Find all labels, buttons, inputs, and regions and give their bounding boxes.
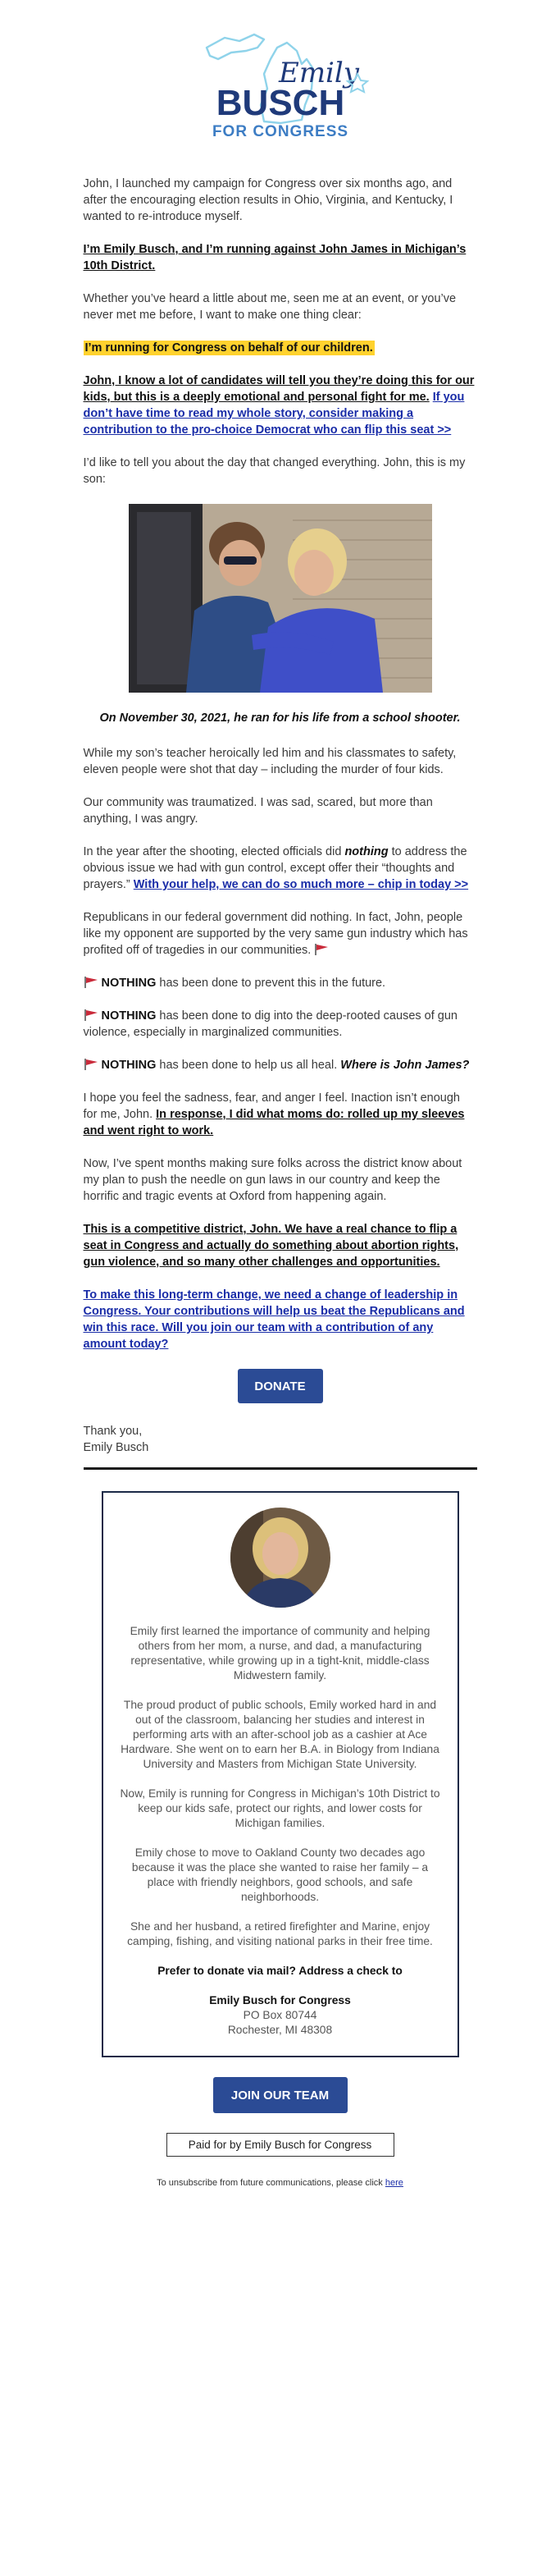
- bio-paragraph-2: The proud product of public schools, Emily worked hard in and out of the classroom, balancing her studies and interest in performing arts with an after-school job as a cashier at Ace Hardware. She went on to earn her B.A. in Biology from Indiana University and Masters from Michigan State University.: [121, 1699, 439, 1770]
- signoff: Thank you, Emily Busch: [83, 1425, 149, 1454]
- logo-script-text: Emily: [278, 57, 359, 89]
- bio-box: [102, 1491, 459, 2057]
- mail-donation-heading: Prefer to donate via mail? Address a check to: [157, 1965, 403, 1977]
- mother-son-photo: [129, 504, 432, 693]
- intro-name-paragraph: I’m Emily Busch, and I’m running against John James in Michigan’s 10th District.: [83, 243, 467, 272]
- red-flag-icon: [84, 1059, 98, 1070]
- republicans-paragraph: Republicans in our federal government did nothing. In fact, John, people like my opponent are supported by the very same gun industry which has profited off of tragedies in our communities.: [83, 911, 468, 957]
- email-container: [0, 23, 560, 2191]
- logo-sub-text: FOR CONGRESS: [212, 123, 348, 140]
- red-flag-icon: [84, 1009, 98, 1021]
- photo-caption: On November 30, 2021, he ran for his life from a school shooter.: [99, 711, 461, 725]
- unsubscribe-line: To unsubscribe from future communications, please click here: [157, 2178, 403, 2188]
- unsubscribe-link[interactable]: here: [385, 2178, 403, 2188]
- son-intro-paragraph: I’d like to tell you about the day that changed everything. John, this is my son:: [83, 456, 466, 486]
- red-flag-icon: [314, 944, 329, 955]
- bio-paragraph-5: She and her husband, a retired firefighter and Marine, enjoy camping, fishing, and visiting national parks in their free time.: [127, 1920, 433, 1947]
- highlight-paragraph: [84, 340, 477, 356]
- bio-paragraph-1: Emily first learned the importance of community and helping others from her mom, a nurse, and dad, a manufacturing representative, while growing up in a tight-knit, middle-class Midwestern family.: [130, 1625, 430, 1681]
- bio-paragraph-4: Emily chose to move to Oakland County two decades ago because it was the place she wanted to raise her family – a place with friendly neighbors, good schools, and safe neighborhoods.: [131, 1846, 429, 1903]
- join-our-team-button[interactable]: JOIN OUR TEAM: [213, 2077, 348, 2113]
- personal-fight-text: John, I know a lot of candidates will tell you they’re doing this for our kids, but this is a deeply emotional and personal fight for me.: [83, 374, 475, 404]
- community-paragraph: Our community was traumatized. I was sad, scared, but more than anything, I was angry.: [83, 796, 433, 826]
- feelings-paragraph: I hope you feel the sadness, fear, and anger I feel. Inaction isn’t enough for me, John. In response, I did what moms do: rolled up my sleeves and went right to work.: [83, 1091, 465, 1137]
- red-flag-icon: [84, 977, 98, 988]
- competitive-paragraph: This is a competitive district, John. We have a real chance to flip a seat in Congress and actually do something about abortion rights, gun violence, and so many other challenges and opportunities.: [83, 1223, 459, 1269]
- candidate-portrait: [230, 1508, 330, 1608]
- plan-paragraph: Now, I’ve spent months making sure folks across the district know about my plan to push the needle on gun laws in our country and keep the horrific and tragic events at Oxford from happening again.: [83, 1157, 462, 1203]
- clear-paragraph: Whether you’ve heard a little about me, seen me at an event, or you’ve never met me before, I want to make one thing clear:: [83, 292, 457, 322]
- join-team-link[interactable]: To make this long-term change, we need a change of leadership in Congress. Your contributions will help us beat the Republicans and win this race. Will you join our team with a contribution of any amount today?: [83, 1288, 465, 1351]
- contribution-link[interactable]: If you don’t have time to read my whole story, consider making a contribution to the pro-choice Democrat who can flip this seat >>: [83, 391, 465, 437]
- nothing-item-3: NOTHING has been done to help us all heal. Where is John James?: [84, 1057, 477, 1073]
- mailing-address: Emily Busch for Congress PO Box 80744 Rochester, MI 48308: [209, 1994, 351, 2036]
- intro-paragraph: John, I launched my campaign for Congress over six months ago, and after the encouraging election results in Ohio, Virginia, and Kentucky, I wanted to re-introduce myself.: [83, 177, 453, 223]
- highlighted-text: I’m running for Congress on behalf of our children.: [84, 341, 373, 355]
- paid-for-disclaimer: Paid for by Emily Busch for Congress: [166, 2133, 394, 2157]
- campaign-logo: [182, 23, 379, 146]
- chip-in-link[interactable]: With your help, we can do so much more – chip in today >>: [133, 878, 469, 891]
- personal-fight-paragraph: [84, 373, 477, 438]
- divider: [84, 1467, 477, 1470]
- shooting-paragraph: While my son’s teacher heroically led him and his classmates to safety, eleven people were shot that day – including the murder of four kids.: [83, 747, 457, 776]
- nothing-item-2: NOTHING has been done to dig into the deep-rooted causes of gun violence, especially in marginalized communities.: [83, 1009, 458, 1039]
- nothing-item-1: NOTHING has been done to prevent this in the future.: [84, 975, 477, 991]
- donate-button[interactable]: DONATE: [238, 1369, 323, 1403]
- change-paragraph: [84, 1287, 477, 1352]
- logo-name-text: BUSCH: [216, 83, 344, 123]
- inaction-paragraph: In the year after the shooting, elected officials did nothing to address the obvious issue we had with gun control, except offer their “thoughts and prayers.” With your help, we can do so much more – chip in today >>: [83, 845, 469, 891]
- bio-paragraph-3: Now, Emily is running for Congress in Michigan’s 10th District to keep our kids safe, protect our rights, and lower costs for Michigan families.: [120, 1787, 440, 1829]
